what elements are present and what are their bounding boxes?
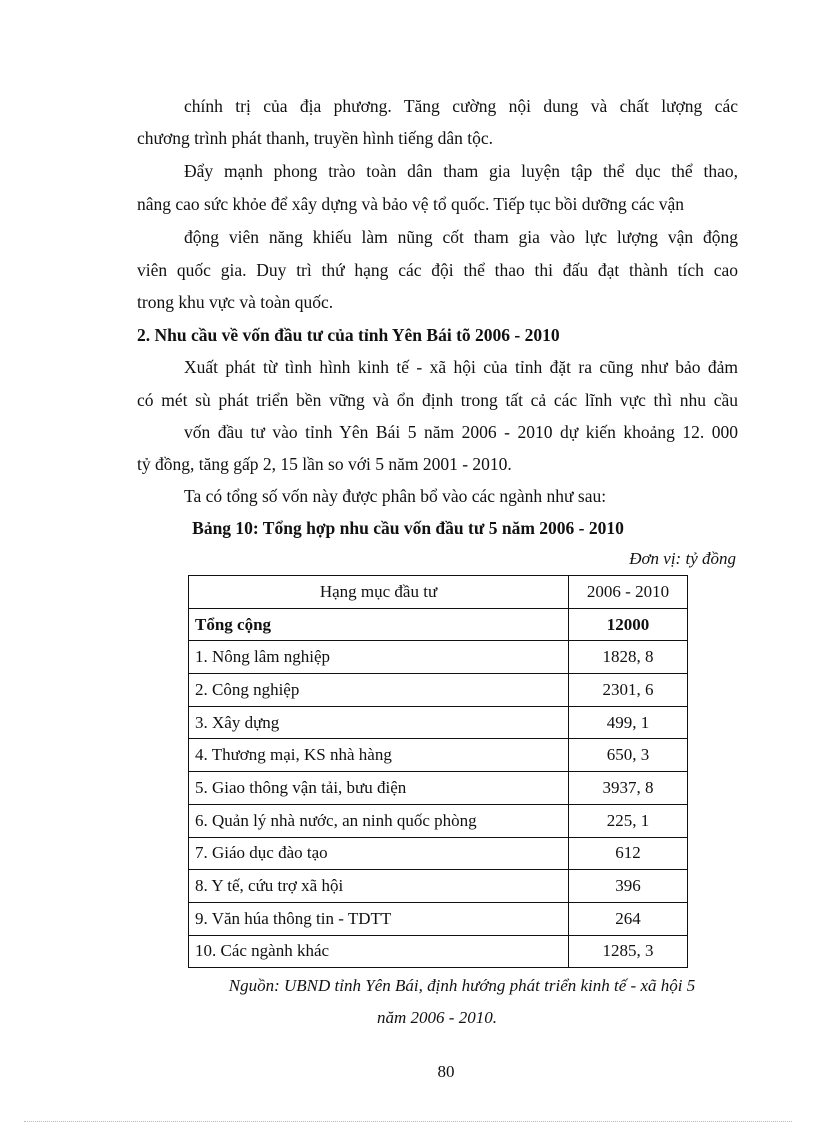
value-cell: 12000 [569,608,688,641]
table-caption: Bảng 10: Tổng hợp nhu cầu vốn đầu tư 5 năm 2006 - 2010 [192,518,624,538]
category-cell: 5. Giao thông vận tải, bưu điện [189,772,569,805]
value-cell: 264 [569,902,688,935]
paragraph-line: động viên năng khiếu làm nũng cốt tham gia vào lực lượng vận động [184,227,738,247]
category-cell: 4. Thương mại, KS nhà hàng [189,739,569,772]
category-cell: 9. Văn húa thông tin - TDTT [189,902,569,935]
paragraph-line: vốn đầu tư vào tỉnh Yên Bái 5 năm 2006 - 2010 dự kiến khoảng 12. 000 [184,422,738,442]
column-header-category: Hạng mục đầu tư [189,576,569,609]
paragraph-line: Ta có tổng số vốn này được phân bổ vào các ngành như sau: [184,486,607,506]
paragraph-line: chương trình phát thanh, truyền hình tiếng dân tộc. [137,128,494,148]
table-row [189,935,688,968]
table-row [189,706,688,739]
category-cell: 10. Các ngành khác [189,935,569,968]
table-row [189,641,688,674]
unit-label: Đơn vị: tỷ đồng [629,549,736,568]
value-cell: 225, 1 [569,804,688,837]
value-cell: 612 [569,837,688,870]
category-cell: 2. Công nghiệp [189,674,569,707]
section-heading: 2. Nhu cầu về vốn đầu tư của tỉnh Yên Bái tõ 2006 - 2010 [137,325,560,345]
paragraph-line: viên quốc gia. Duy trì thứ hạng các đội thể thao thi đấu đạt thành tích cao [137,260,738,280]
value-cell: 3937, 8 [569,772,688,805]
investment-table [188,575,688,968]
column-header-period: 2006 - 2010 [569,576,688,609]
category-cell: 8. Y tế, cứu trợ xã hội [189,870,569,903]
page-number: 80 [437,1062,455,1081]
value-cell: 499, 1 [569,706,688,739]
category-cell: 3. Xây dựng [189,706,569,739]
table-row [189,772,688,805]
paragraph-line: trong khu vực và toàn quốc. [137,292,334,312]
page-bottom-rule [24,1121,792,1122]
table-row [189,804,688,837]
value-cell: 396 [569,870,688,903]
category-cell: 6. Quản lý nhà nước, an ninh quốc phòng [189,804,569,837]
paragraph-line: chính trị của địa phương. Tăng cường nội dung và chất lượng các [184,96,738,116]
table-row [189,870,688,903]
source-note: năm 2006 - 2010. [377,1008,497,1027]
value-cell: 2301, 6 [569,674,688,707]
value-cell: 1828, 8 [569,641,688,674]
category-cell: 7. Giáo dục đào tạo [189,837,569,870]
value-cell: 650, 3 [569,739,688,772]
paragraph-line: có mét sù phát triển bền vững và ổn định trong tất cả các lĩnh vực thì nhu cầu [137,390,738,410]
paragraph-line: nâng cao sức khỏe để xây dựng và bảo vệ tổ quốc. Tiếp tục bồi dưỡng các vận [137,194,685,214]
paragraph-line: tỷ đồng, tăng gấp 2, 15 lần so với 5 năm 2001 - 2010. [137,454,512,474]
value-cell: 1285, 3 [569,935,688,968]
category-cell: 1. Nông lâm nghiệp [189,641,569,674]
paragraph-line: Xuất phát từ tình hình kinh tế - xã hội của tỉnh đặt ra cũng như bảo đảm [184,357,738,377]
table-row [189,902,688,935]
table-row [189,739,688,772]
table-row [189,837,688,870]
table-row [189,674,688,707]
table-row-total [189,608,688,641]
paragraph-line: Đẩy mạnh phong trào toàn dân tham gia luyện tập thể dục thể thao, [184,161,738,181]
table-header-row [189,576,688,609]
source-note: Nguồn: UBND tỉnh Yên Bái, định hướng phát triển kinh tế - xã hội 5 [228,976,696,995]
category-cell: Tổng cộng [189,608,569,641]
